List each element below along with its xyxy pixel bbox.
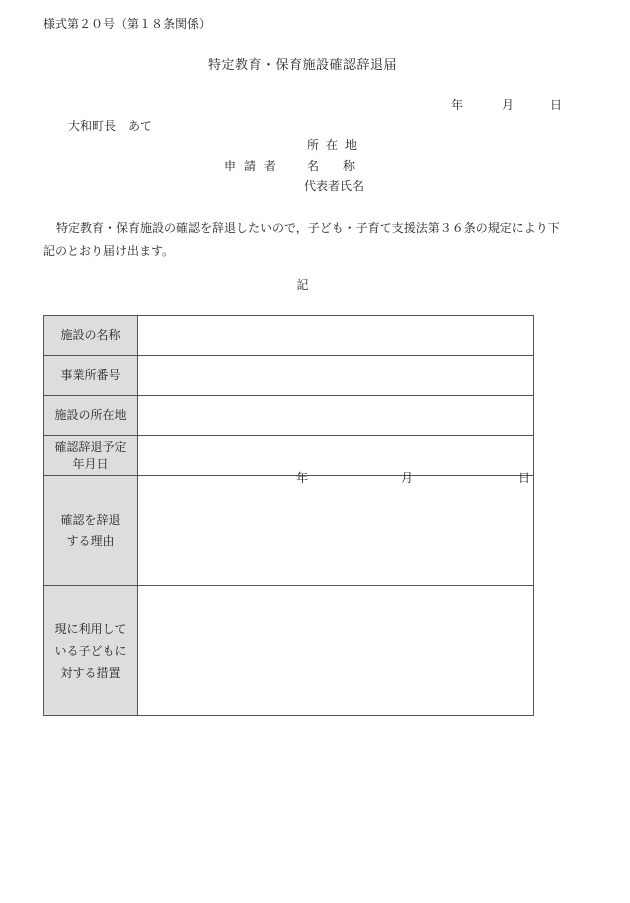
- applicant-location-label: 所在地: [307, 138, 365, 152]
- facility-name-label: [44, 316, 138, 356]
- reason-label: [44, 476, 138, 586]
- reason-label-line1: 確認を辞退: [60, 512, 121, 527]
- measures-label-line2: いる子どもに: [54, 643, 127, 658]
- facility-location-field[interactable]: [138, 396, 534, 436]
- withdrawal-date-field[interactable]: [138, 436, 534, 485]
- measures-label: [44, 586, 138, 716]
- office-number-label: [44, 356, 138, 396]
- row-facility-name: [44, 316, 534, 356]
- date-day-label: 日: [550, 98, 563, 112]
- ki-heading: 記: [296, 278, 309, 292]
- office-number-field[interactable]: [138, 356, 534, 396]
- body-text: 特定教育・保育施設の確認を辞退したいので，子ども・子育て支援法第３６条の規定により下記のとおり届け出ます。: [43, 221, 560, 258]
- facility-name-label-text: 施設の名称: [60, 328, 121, 342]
- withdrawal-date-label: [44, 436, 138, 476]
- facility-location-label: [44, 396, 138, 436]
- withdrawal-date-label-line2: 年月日: [72, 456, 109, 471]
- withdrawal-date-year: 年: [296, 470, 309, 485]
- row-reason: [44, 476, 534, 586]
- date-month-label: 月: [502, 98, 515, 112]
- reason-field[interactable]: [138, 476, 534, 586]
- office-number-label-text: 事業所番号: [60, 368, 121, 382]
- applicant-representative-label: 代表者氏名: [304, 179, 365, 193]
- addressee: 大和町長 あて: [68, 119, 153, 133]
- document-title: 特定教育・保育施設確認辞退届: [207, 58, 397, 73]
- applicant-name-label: 名 称: [307, 159, 356, 173]
- row-measures: [44, 586, 534, 716]
- withdrawal-date-month: 月: [401, 470, 414, 485]
- measures-label-line1: 現に利用して: [54, 621, 127, 636]
- row-facility-location: [44, 396, 534, 436]
- facility-name-field[interactable]: [138, 316, 534, 356]
- form-number: 様式第２０号（第１８条関係）: [43, 17, 212, 31]
- measures-field[interactable]: [138, 586, 534, 716]
- withdrawal-date-day: 日: [518, 470, 531, 485]
- row-office-number: [44, 356, 534, 396]
- withdrawal-date-label-line1: 確認辞退予定: [54, 439, 127, 454]
- reason-label-line2: する理由: [66, 533, 115, 548]
- measures-label-line3: 対する措置: [60, 665, 121, 680]
- form-table: [43, 315, 534, 716]
- applicant-label: 申請者: [224, 159, 285, 173]
- date-year-label: 年: [451, 98, 464, 112]
- row-withdrawal-date: [44, 436, 534, 476]
- facility-location-label-text: 施設の所在地: [54, 408, 127, 422]
